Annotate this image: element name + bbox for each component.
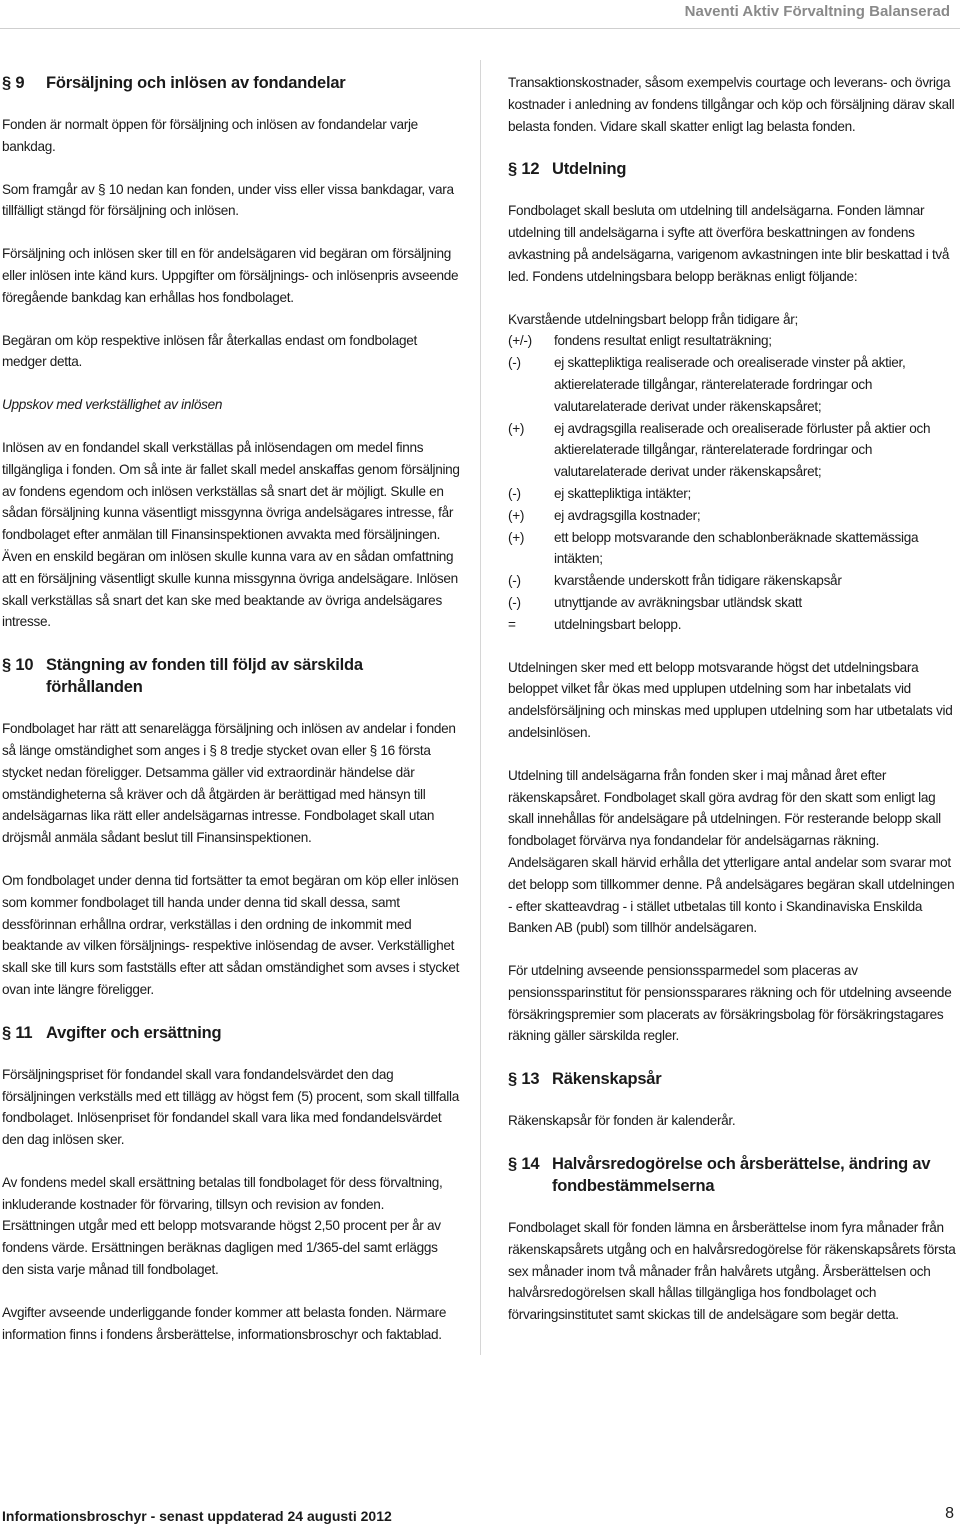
- section-title: Halvårsredogörelse och årsberättelse, ändring av fondbestämmelserna: [552, 1155, 931, 1196]
- list-item: [508, 418, 956, 483]
- list-item-text: ej avdragsgilla realiserade och orealiserade förluster på aktier och aktierelaterade tillgångar, ränterelaterade fordringar och valutarelaterade derivat under räkenskapsåret;: [554, 420, 931, 480]
- list-item: [508, 505, 956, 527]
- list-item: [508, 592, 956, 614]
- right-column: [508, 72, 956, 1347]
- paragraph: Försäljning och inlösen sker till en för andelsägaren vid begäran om försäljning eller inlösen inte känd kurs. Uppgifter om försäljnings- och inlösenpris avseende föregående bankdag kan erhållas hos fondbolaget.: [2, 246, 459, 305]
- section-12: [508, 158, 956, 1047]
- section-13: [508, 1068, 956, 1132]
- paragraph: Inlösen av en fondandel skall verkställas på inlösendagen om medel finns tillgängliga i fonden. Om så inte är fallet skall medel anskaffas genom försäljning av fondens egendom och inlösen verkställas så snart det är möjligt. Skulle en sådan försäljning kunna väsentligt missgynna övriga andelsägares intresse, får fondbolaget efter anmälan till Finansinspektionen avvakta med försäljningen. Även en enskild begäran om inlösen skulle kunna vara av en sådan omfattning att en försäljning väsentligt skulle kunna missgynna övriga andelsägare. Inlösen skall verkställas så snart det kan ske med beaktande av övriga andelsägares intresse.: [2, 439, 460, 630]
- list-item-text: utnyttjande av avräkningsbar utländsk skatt: [554, 594, 802, 610]
- left-column: [2, 72, 460, 1366]
- list-item-sign: (+): [508, 420, 525, 436]
- section-14: [508, 1153, 956, 1326]
- section-10: [2, 654, 460, 1001]
- list-item: [508, 614, 956, 636]
- paragraph: Utdelningen sker med ett belopp motsvarande högst det utdelningsbara beloppet vilket får ökas med upplupen utdelning som har inbetalats vid andelsförsäljning och minskas med upplupen utdelning som har utbetalats vid andelsinlösen.: [508, 659, 953, 740]
- paragraph: Fonden är normalt öppen för försäljning och inlösen av fondandelar varje bankdag.: [2, 117, 418, 154]
- list-intro: Kvarstående utdelningsbart belopp från tidigare år;: [508, 311, 799, 327]
- section-9: [2, 72, 460, 633]
- list-item-text: ett belopp motsvarande den schablonberäknade skattemässiga intäkten;: [554, 529, 919, 567]
- section-number: § 10: [2, 656, 34, 675]
- section-number: § 13: [508, 1070, 540, 1089]
- top-header-bar: [0, 0, 960, 29]
- paragraph: Av fondens medel skall ersättning betalas till fondbolaget för dess förvaltning, inkluderande kostnader för förvaring, tillsyn och revision av fonden. Ersättningen utgår med ett belopp motsvarande högst 2,50 procent per år av fondens värde. Ersättningen beräknas dagligen med 1/365-del samt erläggs den sista varje månad till fondbolaget.: [2, 1174, 443, 1278]
- list-item: [508, 570, 956, 592]
- section-number: § 12: [508, 160, 540, 179]
- section-number: § 14: [508, 1155, 540, 1174]
- paragraph: Fondbolaget skall för fonden lämna en årsberättelse inom fyra månader från räkenskapsårets utgång och en halvårsredogörelse för räkenskapsårets första sex månader inom två månader från halvårets utgång. Årsberättelsen och halvårsredogörelsen skall hållas tillgängliga hos fondbolaget och förvaringsinstitutet samt skickas till de andelsägare som begär detta.: [508, 1220, 956, 1323]
- paragraph: Räkenskapsår för fonden är kalenderår.: [508, 1113, 736, 1129]
- paragraph: Avgifter avseende underliggande fonder kommer att belasta fonden. Närmare information finns i fondens årsberättelse, informationsbroschyr och faktablad.: [2, 1304, 447, 1342]
- list-item: [508, 352, 956, 417]
- paragraph: Fondbolaget skall besluta om utdelning till andelsägarna. Fonden lämnar utdelning till andelsägarna i syfte att överföra beskattningen av fondens avkastning på andelsägarna, varigenom avkastningen inte blir beskattad i två led. Fondens utdelningsbara belopp beräknas enligt följande:: [508, 203, 950, 284]
- paragraph: Begäran om köp respektive inlösen får återkallas endast om fondbolaget medger detta.: [2, 332, 418, 370]
- list-item-sign: (+): [508, 507, 525, 523]
- page-number: 8: [945, 1505, 954, 1522]
- list-item-sign: (-): [508, 594, 521, 610]
- list-item-sign: (-): [508, 573, 521, 589]
- footer-text: Informationsbroschyr - senast uppdaterad 24 augusti 2012: [2, 1508, 392, 1524]
- list-item-text: kvarstående underskott från tidigare räkenskapsår: [554, 573, 842, 589]
- section-heading: [2, 72, 460, 94]
- section-heading: [508, 158, 956, 180]
- paragraph: Om fondbolaget under denna tid fortsätter ta emot begäran om köp eller inlösen som kommer fondbolaget till handa under denna tid skall dessa, samt dessförinnan erhållna ordrar, verkställas i den ordning de inkommit med beaktande av vilken försäljnings- respektive inlösendag de avser. Verkställighet skall ske till kurs som fastställs efter att sådan omständighet som avses i stycket ovan inte längre föreligger.: [2, 872, 460, 997]
- list-item-text: fondens resultat enligt resultaträkning;: [554, 333, 772, 349]
- list-item: [508, 330, 956, 352]
- section-heading: [508, 1068, 956, 1090]
- list-item-text: ej skattepliktiga realiserade och orealiserade vinster på aktier, aktierelaterade tillgångar, ränterelaterade fordringar och valutarelaterade derivat under räkenskapsåret;: [554, 355, 906, 414]
- list-item-sign: (+/-): [508, 333, 532, 349]
- section-title: Räkenskapsår: [552, 1070, 662, 1089]
- list-item-text: utdelningsbart belopp.: [554, 616, 682, 632]
- column-divider: [480, 60, 481, 1355]
- list-item-text: ej skattepliktiga intäkter;: [554, 485, 691, 501]
- running-head: Naventi Aktiv Förvaltning Balanserad: [684, 3, 950, 20]
- section-title: Utdelning: [552, 160, 627, 179]
- section-title: Avgifter och ersättning: [46, 1023, 222, 1042]
- paragraph: Som framgår av § 10 nedan kan fonden, under viss eller vissa bankdagar, vara tillfälligt stängd för försäljning och inlösen.: [2, 181, 454, 219]
- section-title: Försäljning och inlösen av fondandelar: [46, 74, 346, 92]
- paragraph: Utdelning till andelsägarna från fonden sker i maj månad året efter räkenskapsåret. Fondbolaget skall göra avdrag för den skatt som enligt lag skall innehållas för andelsägare på utdelningen. För resterande belopp skall fondbolaget förvärva nya fondandelar för andelsägarnas räkning. Andelsägaren skall härvid erhålla det ytterligare antal andelar som svarar mot det belopp som tillkommer denne. På andelsägares begäran skall utdelningen - efter skatteavdrag - i stället utbetalas till konto i Skandinaviska Enskilda Banken AB (publ) som tillhör andelsägaren.: [508, 767, 955, 936]
- section-number: § 9: [2, 74, 25, 92]
- section-number: § 11: [2, 1023, 33, 1042]
- list-item-sign: =: [508, 616, 516, 632]
- list-item-text: ej avdragsgilla kostnader;: [554, 507, 701, 523]
- list-item: [508, 527, 956, 571]
- section-heading: [2, 654, 460, 698]
- calculation-list: [508, 309, 956, 636]
- paragraph: Fondbolaget har rätt att senarelägga försäljning och inlösen av andelar i fonden så länge omständighet som anges i § 8 tredje stycket ovan eller § 16 första stycket nedan föreligger. Detsamma gäller vid extraordinär händelse där omständigheterna så kräver och då åtgärden är berättigad med hänsyn till andelsägarnas lika rätt eller andelsägarnas intresse. Fondbolaget skall utan dröjsmål anmäla sådant beslut till Finansinspektionen.: [2, 721, 456, 846]
- paragraph: För utdelning avseende pensionssparmedel som placeras av pensionssparinstitut för pensionssparares räkning och för utdelning avseende försäkringspremier som placerats av försäkringsbolag för försäkringstagares räkning gäller särskilda regler.: [508, 963, 952, 1044]
- list-item-sign: (+): [508, 529, 525, 545]
- paragraph: Försäljningspriset för fondandel skall vara fondandelsvärdet den dag försäljningen verkställs med ett tillägg av högst fem (5) procent, som skall tillfalla fondbolaget. Inlösenpriset för fondandel skall vara lika med fondandelsvärdet den dag inlösen sker.: [2, 1066, 459, 1148]
- section-heading: [2, 1022, 460, 1044]
- subheading: Uppskov med verkställighet av inlösen: [2, 397, 223, 413]
- section-title: Stängning av fonden till följd av särskilda förhållanden: [46, 656, 363, 697]
- section-heading: [508, 1153, 956, 1197]
- paragraph: Transaktionskostnader, såsom exempelvis courtage och leverans- och övriga kostnader i anledning av fondens tillgångar och köp och försäljning därav skall belasta fonden. Vidare skall skatter enligt lag belasta fonden.: [508, 75, 955, 134]
- section-11: [2, 1022, 460, 1346]
- list-item: [508, 483, 956, 505]
- list-item-sign: (-): [508, 355, 521, 371]
- list-item-sign: (-): [508, 485, 521, 501]
